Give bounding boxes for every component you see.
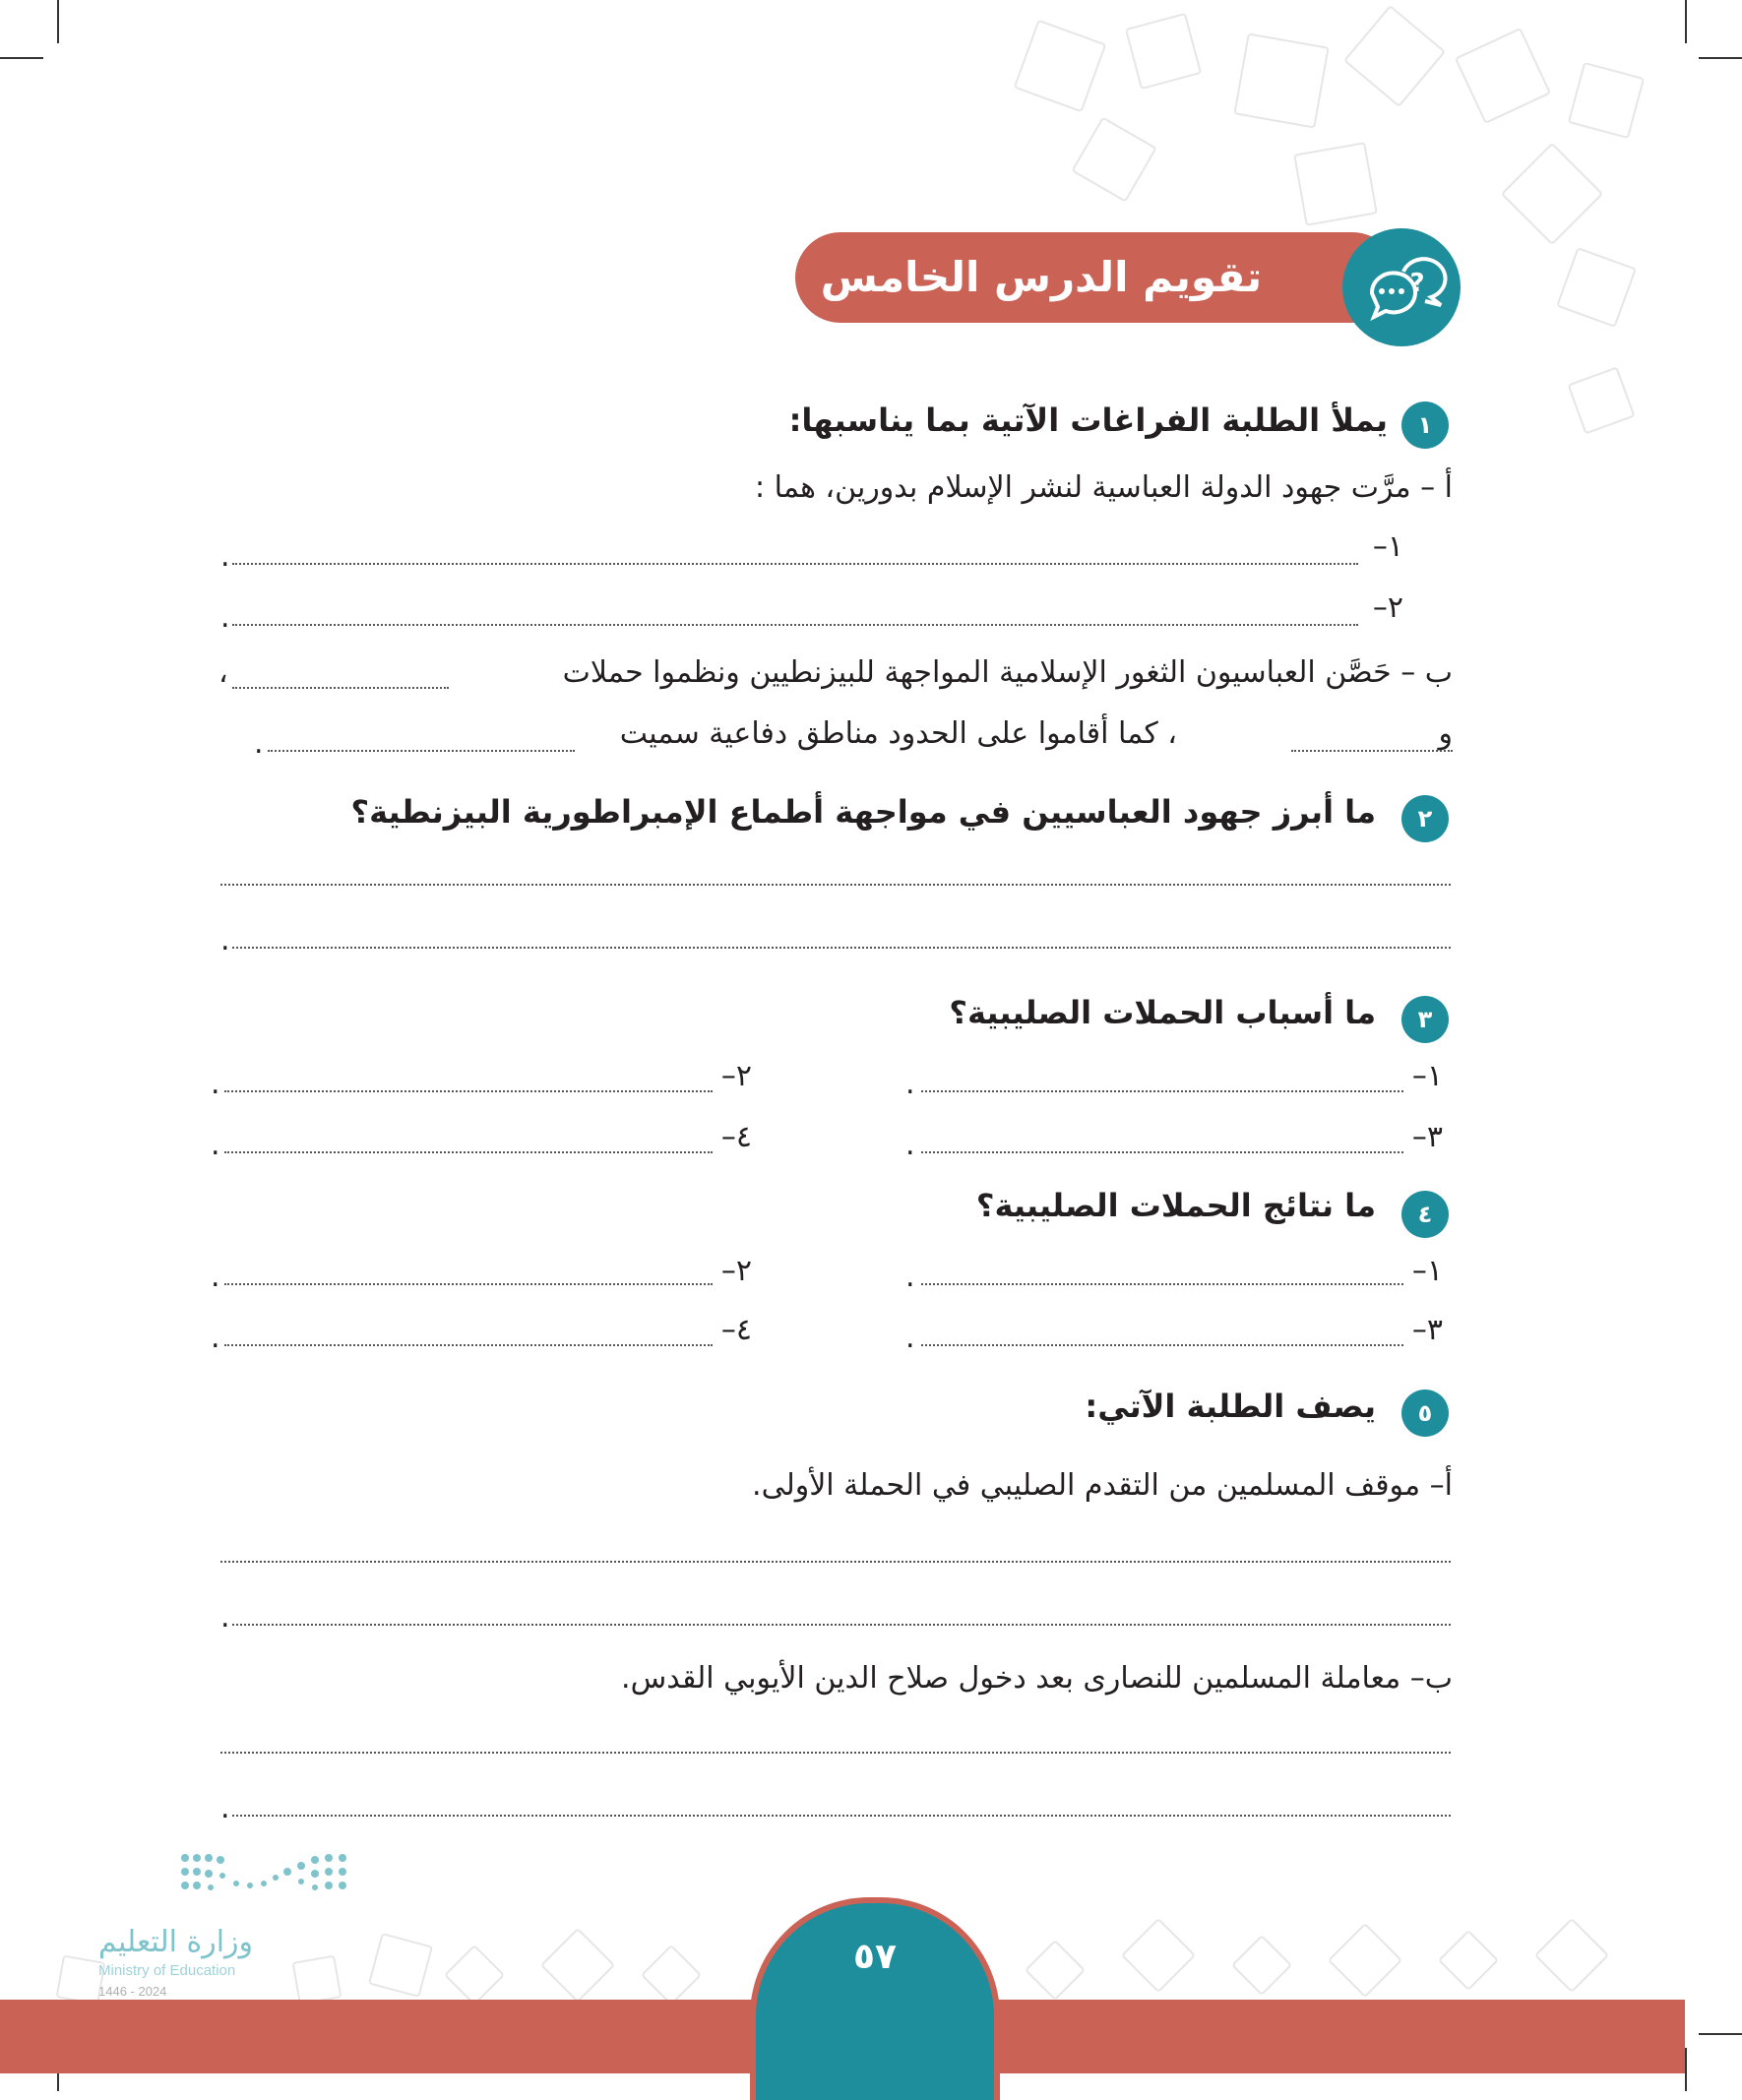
answer-line[interactable] (232, 1815, 1451, 1817)
q1-part-a-text: أ – مرَّت جهود الدولة العباسية لنشر الإسلام بدورين، هما : (754, 470, 1453, 505)
q3-item-4-label: ٤– (720, 1120, 752, 1154)
q1-part-b-text: ب – حَصَّن العباسيون الثغور الإسلامية المواجهة للبيزنطيين ونظموا حملات (562, 655, 1453, 690)
answer-line[interactable] (220, 1561, 1451, 1563)
answer-line[interactable] (224, 1344, 713, 1346)
q1-a-item-1-label: ١– (1372, 529, 1403, 564)
period: . (905, 1321, 915, 1355)
crop-mark (1699, 2033, 1742, 2035)
answer-line[interactable] (268, 750, 575, 752)
answer-line[interactable] (1291, 750, 1453, 752)
answer-line[interactable] (921, 1090, 1403, 1092)
crop-mark (57, 0, 59, 43)
answer-line[interactable] (220, 884, 1451, 886)
answer-line[interactable] (224, 1090, 713, 1092)
svg-text:?: ? (1409, 269, 1425, 298)
ministry-name-english: Ministry of Education (98, 1962, 236, 1979)
question-text: يملأ الطلبة الفراغات الآتية بما يناسبها: (788, 401, 1388, 439)
answer-line[interactable] (232, 624, 1358, 626)
answer-line[interactable] (224, 1283, 713, 1285)
period: . (211, 1260, 220, 1294)
crop-mark (1685, 2048, 1687, 2091)
question-number-badge: ٤ (1401, 1191, 1449, 1238)
q5-part-a-text: أ– موقف المسلمين من التقدم الصليبي في الحملة الأولى. (752, 1468, 1453, 1503)
period: . (211, 1128, 220, 1162)
page-number: ٥٧ (853, 1937, 897, 1977)
period: . (211, 1321, 220, 1355)
question-number-badge: ٥ (1401, 1390, 1449, 1437)
question-number-badge: ٢ (1401, 795, 1449, 842)
answer-line[interactable] (224, 1151, 713, 1153)
question-text: ما أسباب الحملات الصليبية؟ (949, 994, 1376, 1031)
lesson-title: تقويم الدرس الخامس (820, 253, 1263, 301)
crop-mark (1699, 57, 1742, 59)
q4-item-4-label: ٤– (720, 1313, 752, 1347)
answer-line[interactable] (921, 1151, 1403, 1153)
q3-item-1-label: ١– (1411, 1059, 1443, 1093)
answer-line[interactable] (232, 1624, 1451, 1626)
crop-mark (0, 57, 43, 59)
q4-item-2-label: ٢– (720, 1254, 752, 1288)
answer-line[interactable] (220, 1752, 1451, 1754)
q5-part-b-text: ب– معاملة المسلمين للنصارى بعد دخول صلاح الدين الأيوبي القدس. (621, 1661, 1453, 1696)
period: . (220, 539, 230, 574)
answer-line[interactable] (921, 1344, 1403, 1346)
question-text: ما نتائج الحملات الصليبية؟ (975, 1187, 1376, 1224)
period: . (220, 923, 230, 957)
period: . (220, 600, 230, 635)
period: . (220, 1600, 230, 1635)
question-number-badge: ١ (1401, 401, 1449, 449)
page-number-tab (750, 1897, 1000, 2100)
question-bubble-icon (1342, 228, 1461, 346)
period: . (905, 1260, 915, 1294)
period: . (905, 1067, 915, 1101)
period: . (905, 1128, 915, 1162)
q1-part-b2-start: و (1438, 716, 1453, 751)
answer-line[interactable] (232, 947, 1451, 949)
answer-line[interactable] (232, 687, 449, 689)
period: . (220, 1791, 230, 1825)
q4-item-1-label: ١– (1411, 1254, 1443, 1288)
answer-line[interactable] (921, 1283, 1403, 1285)
q1-a-item-2-label: ٢– (1372, 590, 1403, 625)
q1-part-b2-text: ، كما أقاموا على الحدود مناطق دفاعية سميت (619, 716, 1177, 751)
ministry-name-arabic: وزارة التعليم (98, 1925, 254, 1959)
q4-item-3-label: ٣– (1411, 1313, 1443, 1347)
question-text: يصف الطلبة الآتي: (1085, 1388, 1376, 1425)
answer-line[interactable] (232, 563, 1358, 565)
crop-mark (1685, 0, 1687, 43)
edition-year: 2024 - 1446 (98, 1984, 167, 1999)
comma: ، (218, 655, 228, 690)
period: . (211, 1067, 220, 1101)
q3-item-2-label: ٢– (720, 1059, 752, 1093)
q3-item-3-label: ٣– (1411, 1120, 1443, 1154)
question-number-badge: ٣ (1401, 996, 1449, 1043)
period: . (254, 726, 264, 761)
question-text: ما أبرز جهود العباسيين في مواجهة أطماع الإمبراطورية البيزنطية؟ (350, 793, 1376, 831)
